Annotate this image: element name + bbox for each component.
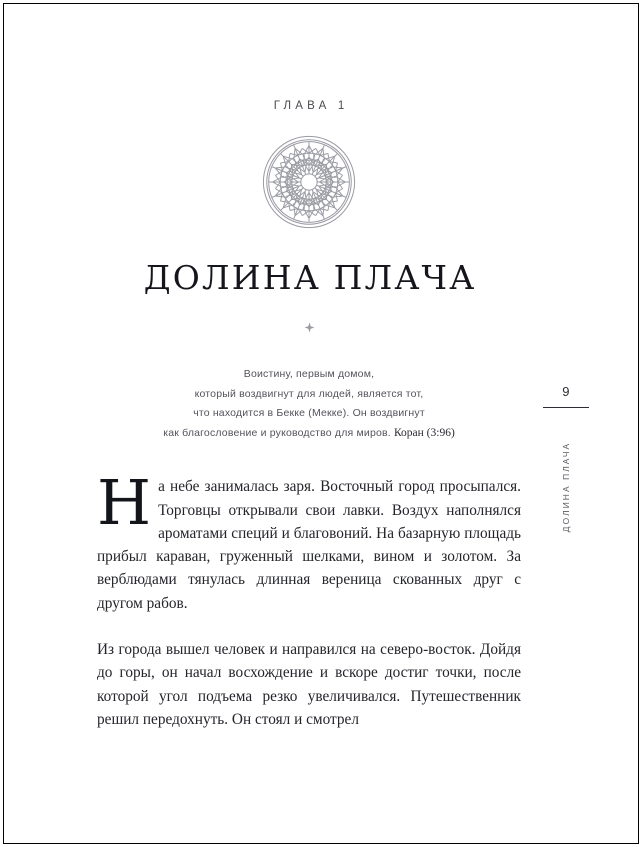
ornament-container	[97, 134, 521, 230]
chapter-label: ГЛАВА 1	[273, 100, 349, 112]
epigraph-line: как благословение и руководство для миров.	[163, 426, 391, 439]
diamond-separator-icon	[304, 322, 315, 333]
running-head	[538, 424, 594, 574]
epigraph-line: который воздвигнут для людей, является тот,	[194, 387, 424, 400]
drop-cap: Н	[97, 466, 152, 540]
islamic-rosette-ornament	[261, 134, 357, 230]
folio-rule	[543, 407, 589, 408]
epigraph-source: Коран (3:96)	[393, 426, 455, 439]
text-column	[97, 0, 521, 847]
paragraph	[97, 466, 521, 615]
page-number: 9	[562, 384, 570, 399]
epigraph-line: Воистину, первым домом,	[243, 368, 375, 381]
paragraph: Из города вышел человек и направился на северо-восток. Дойдя до горы, он начал восхождение и вскоре достиг точки, после которой угол подъема резко увеличивался. Путешественник решил передохнуть. Он стоял и смотрел	[97, 641, 521, 728]
epigraph-line: что находится в Бекке (Мекке). Он воздвигнут	[193, 407, 425, 420]
divider-container	[97, 322, 521, 333]
body-text	[97, 443, 521, 731]
epigraph	[97, 333, 521, 443]
paragraph-text: а небе занималась заря. Восточный город просыпался. Торговцы открывали свои лавки. Воздух наполнялся ароматами специй и благовоний. На базарную площадь прибыл караван, груженный шелками, вином и золотом. За верблюдами тянулась длинная вереница скованных друг с другом рабов.	[97, 478, 521, 612]
running-head-label: ДОЛИНА ПЛАЧА	[561, 441, 572, 533]
margin-furniture	[538, 385, 594, 574]
page-title: ДОЛИНА ПЛАЧА	[143, 258, 477, 297]
